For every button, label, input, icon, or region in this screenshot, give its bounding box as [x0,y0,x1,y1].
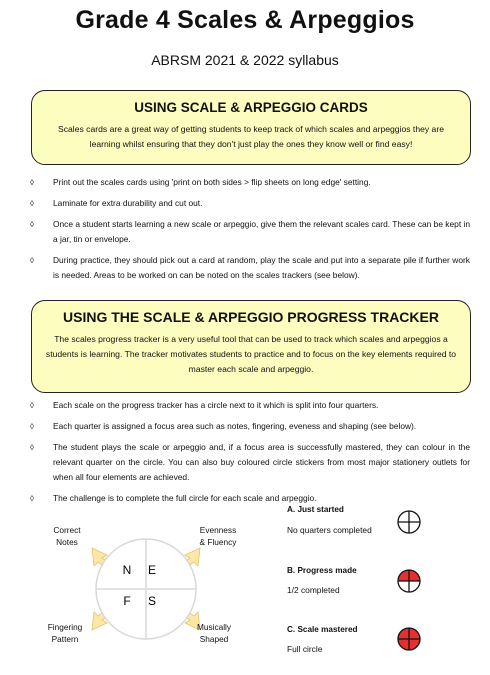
label-correct-notes: Correct Notes [53,525,81,547]
label-fingering-pattern: Fingering Pattern [47,622,83,644]
diamond-bullet-icon: ◊ [30,401,34,410]
quadrant-e: E [147,563,157,577]
list-item-text: The challenge is to complete the full circle for each scale and arpeggio. [53,493,317,503]
section2-bullet-list [30,398,470,512]
list-item-text: Print out the scales cards using 'print on both sides > flip sheets on long edge' setting. [53,177,371,187]
label-evenness-fluency: Evenness & Fluency [199,525,237,547]
list-item-text: During practice, they should pick out a card at random, play the scale and put into a separate pile if further work is needed. Areas to be worked on can be noted on the scales trackers (see below). [53,255,470,280]
section1-bullet-list [30,175,470,289]
label-musically-shaped: Musically Shaped [196,622,232,644]
list-item [30,175,470,190]
quadrant-n: N [122,563,132,577]
quadrant-f: F [123,594,131,608]
list-item [30,491,470,506]
half-circle-icon [395,567,423,595]
legend-sub-b: 1/2 completed [287,585,340,595]
diamond-bullet-icon: ◊ [30,443,34,452]
list-item-text: The student plays the scale or arpeggio and, if a focus area is successfully mastered, they can colour in the relevant quarter on the circle. You can also buy coloured circle stickers from most major stationery outlets for when all four elements are achieved. [53,442,470,482]
progress-tracker-info-box [31,300,471,393]
list-item [30,440,470,485]
section1-heading: USING SCALE & ARPEGGIO CARDS [134,100,368,115]
legend-sub-c: Full circle [287,644,323,654]
diamond-bullet-icon: ◊ [30,422,34,431]
list-item [30,196,470,211]
full-circle-icon [395,625,423,653]
quadrant-s: S [147,594,157,608]
list-item [30,253,470,283]
page-title: Grade 4 Scales & Arpeggios [75,6,415,34]
progress-legend [287,505,477,665]
page-subtitle: ABRSM 2021 & 2022 syllabus [151,52,339,68]
empty-circle-icon [395,508,423,536]
scale-cards-info-box [31,90,471,165]
list-item [30,419,470,434]
legend-heading-c: C. Scale mastered [287,625,358,634]
list-item-text: Each quarter is assigned a focus area such as notes, fingering, eveness and shaping (see below). [53,421,417,431]
diamond-bullet-icon: ◊ [30,178,34,187]
diamond-bullet-icon: ◊ [30,494,34,503]
diamond-bullet-icon: ◊ [30,199,34,208]
legend-sub-a: No quarters completed [287,525,372,535]
section2-heading: USING THE SCALE & ARPEGGIO PROGRESS TRACKER [63,309,439,325]
diamond-bullet-icon: ◊ [30,220,34,229]
list-item-text: Each scale on the progress tracker has a circle next to it which is split into four quarters. [53,400,379,410]
section1-intro: Scales cards are a great way of getting students to keep track of which scales and arpeggios they are learning whilst ensuring that they don't just play the ones they know well or find easy! [58,124,444,149]
list-item [30,398,470,413]
list-item [30,217,470,247]
section2-intro: The scales progress tracker is a very useful tool that can be used to track which scales and arpeggios a students is learning. The tracker motivates students to practice and to focus on the key elements required to master each scale and arpeggio. [45,334,457,374]
legend-heading-a: A. Just started [287,505,344,514]
diamond-bullet-icon: ◊ [30,256,34,265]
list-item-text: Once a student starts learning a new scale or arpeggio, give them the relevant scales card. These can be kept in a jar, tin or envelope. [53,219,470,244]
list-item-text: Laminate for extra durability and cut out. [53,198,203,208]
focus-area-diagram [40,515,270,665]
legend-heading-b: B. Progress made [287,566,357,575]
